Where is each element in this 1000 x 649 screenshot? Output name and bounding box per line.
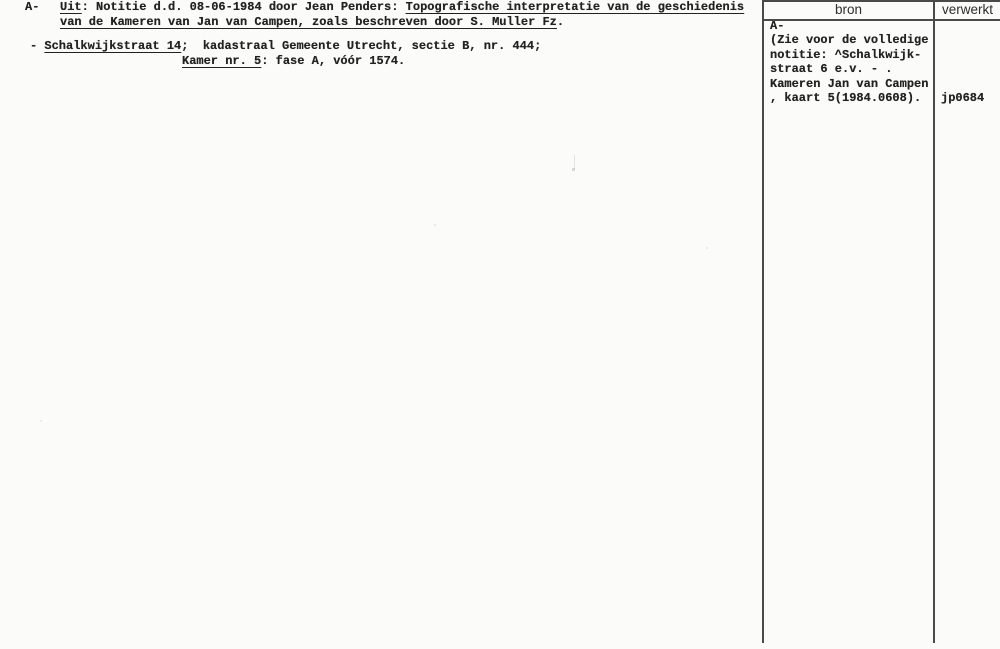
bron-line: , kaart 5(1984.0608).: [770, 91, 922, 106]
text-segment: -: [30, 39, 45, 53]
text-segment: Kamer nr. 5: [182, 54, 262, 68]
scan-noise: [574, 155, 575, 169]
bron-line: Kameren Jan van Campen: [770, 76, 929, 91]
bron-line: A-: [770, 19, 785, 33]
bron-line: (Zie voor de volledige: [770, 33, 929, 48]
scan-noise: [572, 168, 575, 171]
document-line: [30, 39, 541, 54]
text-segment: : fase A, vóór 1574.: [261, 54, 406, 68]
table-left-divider: [762, 0, 764, 643]
text-segment: Schalkwijkstraat 14: [44, 39, 182, 53]
text-segment: Topografische interpretatie van de geschiedenis: [405, 0, 745, 14]
scan-noise: [40, 420, 42, 422]
bron-line: straat 6 e.v. - .: [770, 62, 893, 77]
text-segment: kadastraal Gemeente Utrecht, sectie B, nr. 444;: [202, 39, 542, 53]
text-segment: .: [556, 15, 565, 29]
document-line: [182, 54, 405, 69]
text-segment: ;: [181, 39, 203, 53]
verwerkt-cell-value: jp0684: [941, 91, 985, 105]
bron-cell: [770, 19, 928, 105]
column-header-bron: bron: [834, 2, 863, 17]
text-segment: van de Kameren van Jan van Campen, zoals beschreven door S. Muller Fz: [60, 15, 557, 29]
scan-noise: [434, 224, 436, 226]
scan-noise: [706, 247, 708, 249]
text-segment: : Notitie d.d. 08-06-1984 door Jean Penders:: [81, 0, 406, 14]
entry-label: A-: [25, 0, 40, 14]
column-header-verwerkt: verwerkt: [941, 2, 993, 17]
document-line: [60, 0, 744, 15]
table-column-divider: [933, 0, 935, 643]
bron-line: notitie: ^Schalkwijk-: [770, 47, 922, 62]
text-segment: Uit: [60, 0, 82, 14]
document-line: [60, 15, 564, 30]
